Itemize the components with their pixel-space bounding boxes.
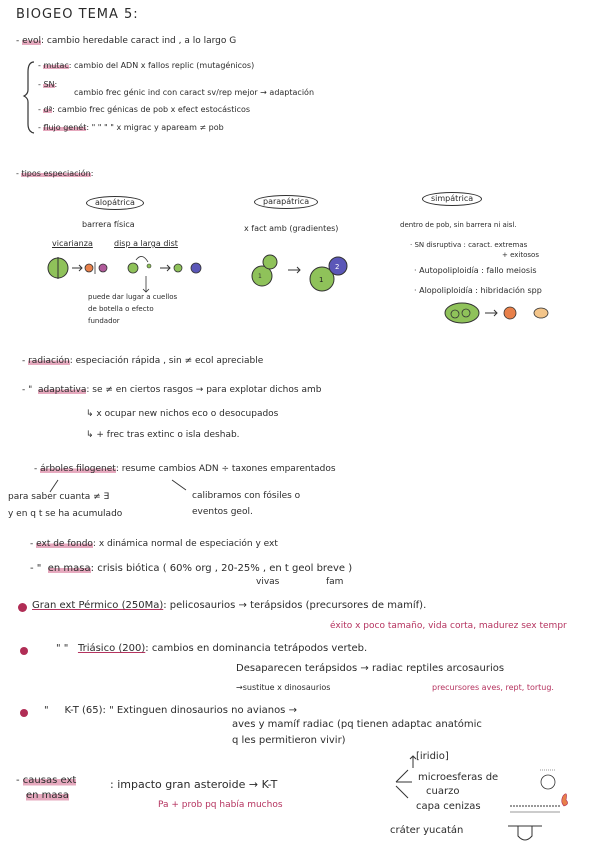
mech-text: : xyxy=(54,80,58,89)
mech-flujo: - flujo genét: " " " " x migrac y apaream ≠ pob xyxy=(38,123,224,132)
radiacion-label: radiación xyxy=(28,356,70,366)
masa-vivas: vivas xyxy=(256,577,280,587)
arrow-icon xyxy=(160,265,170,271)
masa-line: - " en masa: crisis biótica ( 60% org , 20-25% , en t geol breve ) xyxy=(30,563,353,574)
mech-label: flujo genét xyxy=(43,123,87,132)
arboles-left-1: para saber cuanta ≠ ∃ xyxy=(8,492,110,502)
mech-label: mutac xyxy=(43,61,69,70)
parapatrica-n1: 1 xyxy=(319,276,324,284)
tipos-label: tipos especiación xyxy=(21,169,91,178)
parapatrica-title: parapátrica xyxy=(254,195,318,209)
orange-population-icon xyxy=(85,264,93,272)
alopatrica-note-2: de botella o efecto xyxy=(88,305,154,313)
yellow-population-icon xyxy=(534,308,548,318)
causas-red: Pa + prob pq había muchos xyxy=(158,800,283,810)
radiacion-text: : especiación rápida , sin ≠ ecol apreciable xyxy=(69,356,264,366)
arboles-line: - árboles filogenet: resume cambios ADN ÷ taxones emparentados xyxy=(34,464,336,474)
triasico-label: Triásico (200) xyxy=(77,643,146,654)
arboles-left-2: y en q t se ha acumulado xyxy=(8,509,123,519)
arrow-down-icon xyxy=(143,276,149,292)
masa-fam: fam xyxy=(326,577,344,587)
simpatrica-title: simpátrica xyxy=(422,192,482,206)
kt-l2: aves y mamíf radiac (pq tienen adaptac anatómic xyxy=(232,719,482,730)
kt-text: : " Extinguen dinosaurios no avianos → xyxy=(102,705,297,716)
page-title: BIOGEO TEMA 5: xyxy=(16,7,139,22)
triasico-text: : cambios en dominancia tetrápodos verteb. xyxy=(145,643,368,654)
adaptativa-line: - " adaptativa: se ≠ en ciertos rasgos → para explotar dichos amb xyxy=(22,385,322,395)
alopatrica-note-3: fundador xyxy=(88,317,120,325)
simpatrica-item-2: · Autopoliploidía : fallo meiosis xyxy=(414,266,537,275)
vicarianza-label: vicarianza xyxy=(52,239,93,248)
causas-cuarzo: cuarzo xyxy=(426,786,460,797)
green-population-icon xyxy=(128,263,138,273)
arboles-label: árboles filogenet xyxy=(40,464,116,474)
mech-sn: - SN: xyxy=(38,80,58,89)
arboles-text: : resume cambios ADN ÷ taxones emparentados xyxy=(115,464,336,474)
arrow-up-icon xyxy=(410,756,416,768)
kt-l3: q les permitieron vivir) xyxy=(232,735,346,746)
triasico-l3: →sustitue x dinosaurios xyxy=(236,683,331,692)
parapatrica-n2: 2 xyxy=(335,263,340,271)
asteroid-icon xyxy=(541,775,555,789)
evol-label: evol xyxy=(22,36,41,46)
brace-icon xyxy=(24,62,34,133)
arboles-right-2: eventos geol. xyxy=(192,507,253,517)
arrow-icon xyxy=(288,267,300,273)
simpatrica-item-1b: + exitosos xyxy=(502,251,539,259)
arrow-icon xyxy=(72,265,82,271)
mech-deriva: - dª: cambio frec génicas de pob x efect estocásticos xyxy=(38,105,251,114)
causas-label: causas ext xyxy=(22,775,77,786)
masa-label: en masa xyxy=(47,563,91,574)
causas-label: en masa xyxy=(26,790,69,801)
triasico-red: precursores aves, rept, tortug. xyxy=(432,683,554,692)
permico-red: éxito x poco tamaño, vida corta, madurez sex tempr xyxy=(330,621,567,631)
arrow-icon xyxy=(485,310,497,316)
mech-text: cambio frec génic ind con caract sv/rep mejor xyxy=(74,88,258,97)
adaptativa-text: : se ≠ en ciertos rasgos → para explotar dichos amb xyxy=(86,385,322,395)
alopatrica-sub: barrera física xyxy=(82,220,135,229)
crater-icon xyxy=(508,826,542,840)
evol-text: : cambio heredable caract ind , a lo largo G xyxy=(40,36,237,46)
mech-mutac: - mutac: cambio del ADN x fallos replic (mutagénicos) xyxy=(38,61,255,70)
blue-population-icon xyxy=(191,263,201,273)
fire-icon xyxy=(562,794,568,806)
simpatrica-item-1: · SN disruptiva : caract. extremas xyxy=(410,241,528,249)
alopatrica-title: alopátrica xyxy=(86,196,144,210)
fondo-label: ext de fondo xyxy=(36,539,93,549)
fondo-line: - ext de fondo: x dinámica normal de especiación y ext xyxy=(30,539,278,549)
radiacion-line: - radiación: especiación rápida , sin ≠ ecol apreciable xyxy=(22,356,264,366)
orange-population-icon xyxy=(504,307,516,319)
mech-label: SN xyxy=(43,80,55,89)
mech-text: : " " " " x migrac y apaream ≠ pob xyxy=(86,123,224,132)
parapatrica-n1-a: 1 xyxy=(258,273,262,280)
permico-text: : pelicosaurios → terápsidos (precursores de mamíf). xyxy=(163,600,427,611)
evol-line: - evol: cambio heredable caract ind , a lo largo G xyxy=(16,36,237,46)
causas-text: : impacto gran asteroide → K-T xyxy=(110,778,278,791)
mech-sn-desc: cambio frec génic ind con caract sv/rep mejor → adaptación xyxy=(74,88,315,97)
causas-label-1: - causas ext xyxy=(16,775,77,786)
kt-line: " K-T (65): " Extinguen dinosaurios no avianos → xyxy=(44,705,297,716)
dispersion-label: disp a larga dist xyxy=(114,239,178,248)
permico-label: Gran ext Pérmico (250Ma) xyxy=(32,600,164,611)
causas-crater: cráter yucatán xyxy=(390,825,464,836)
adaptacion-text: adaptación xyxy=(269,88,315,97)
purple-population-icon xyxy=(99,264,107,272)
adaptativa-label: adaptativa xyxy=(37,385,87,395)
mech-text: : cambio del ADN x fallos replic (mutagénicos) xyxy=(68,61,255,70)
mech-label: dª xyxy=(43,105,53,114)
parapatrica-sub: x fact amb (gradientes) xyxy=(244,224,339,233)
alopatrica-note-1: puede dar lugar a cuellos xyxy=(88,293,178,301)
triasico-l2: Desaparecen terápsidos → radiac reptiles arcosaurios xyxy=(236,663,505,674)
simpatrica-item-3: · Alopoliploidía : hibridación spp xyxy=(414,286,542,295)
kt-label: K-T (65) xyxy=(64,705,103,716)
triasico-line: " " Triásico (200): cambios en dominancia tetrápodos verteb. xyxy=(56,643,368,654)
simpatrica-sub: dentro de pob, sin barrera ni aisl. xyxy=(400,221,517,229)
masa-text: : crisis biótica ( 60% org , 20-25% , en t geol breve ) xyxy=(90,563,353,574)
tipos-line: - tipos especiación: xyxy=(16,169,94,178)
fondo-text: : x dinámica normal de especiación y ext xyxy=(92,539,278,549)
causas-cenizas: capa cenizas xyxy=(416,801,481,812)
adaptativa-l1: ↳ x ocupar new nichos eco o desocupados xyxy=(86,409,279,419)
adaptativa-l2: ↳ + frec tras extinc o isla deshab. xyxy=(86,430,240,440)
mech-text: : cambio frec génicas de pob x efect estocásticos xyxy=(52,105,251,114)
causas-microesferas: microesferas de xyxy=(418,772,499,783)
arboles-right-1: calibramos con fósiles o xyxy=(192,491,301,501)
causas-iridio: [iridio] xyxy=(416,751,449,762)
